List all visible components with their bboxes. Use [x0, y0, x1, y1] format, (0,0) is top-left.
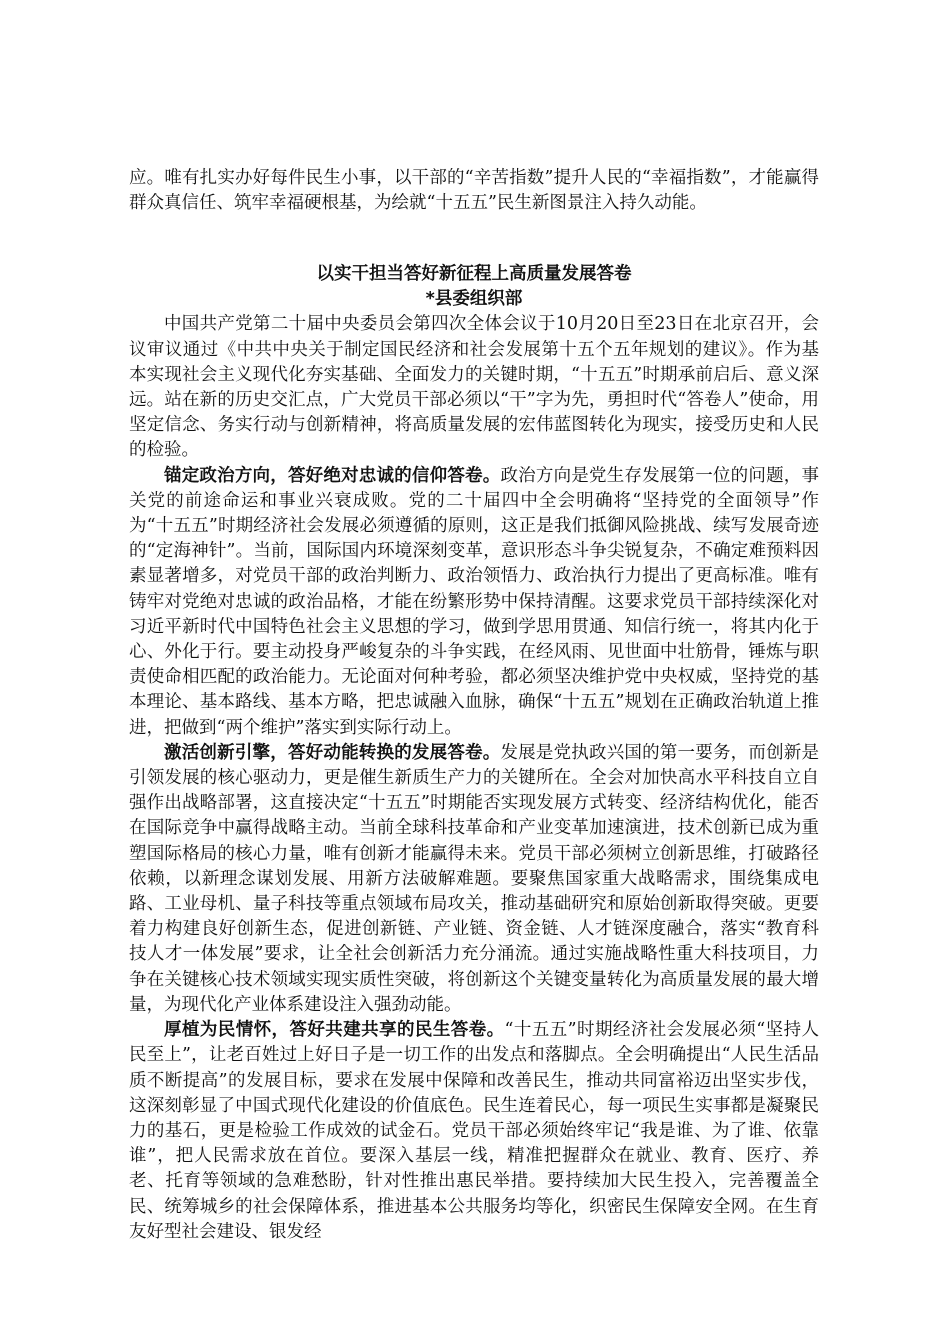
- section-heading-innovation: 激活创新引擎，答好动能转换的发展答卷。: [164, 742, 501, 763]
- section-paragraph-political: [129, 464, 819, 741]
- section-paragraph-innovation: [129, 741, 819, 1018]
- opening-paragraph: 中国共产党第二十届中央委员会第四次全体会议于10月20日至23日在北京召开，会议审议通过《中共中央关于制定国民经济和社会发展第十五个五年规划的建议》。作为基本实现社会主义现代化夯实基础、全面发力的关键时期，“十五五”时期承前启后、意义深远。站在新的历史交汇点，广大党员干部必须以“干”字为先，勇担时代“答卷人”使命，用坚定信念、务实行动与创新精神，将高质量发展的宏伟蓝图转化为现实，接受历史和人民的检验。: [129, 314, 819, 461]
- section-heading-political: 锚定政治方向，答好绝对忠诚的信仰答卷。: [164, 465, 501, 486]
- section-body-livelihood: “十五五”时期经济社会发展必须“坚持人民至上”，让老百姓过上好日子是一切工作的出发点和落脚点。全会明确提出“人民生活品质不断提高”的发展目标，要求在发展中保障和改善民生，推动共同富裕迈出坚实步伐，这深刻彰显了中国式现代化建设的价值底色。民生连着民心，每一项民生实事都是凝聚民力的基石，更是检验工作成效的试金石。党员干部必须始终牢记“我是谁、为了谁、依靠谁”，把人民需求放在首位。要深入基层一线，精准把握群众在就业、教育、医疗、养老、托育等领域的急难愁盼，针对性推出惠民举措。要持续加大民生投入，完善覆盖全民、统筹城乡的社会保障体系，推进基本公共服务均等化，织密民生保障安全网。在生育友好型社会建设、银发经: [129, 1020, 820, 1242]
- article-author: *县委组织部: [425, 289, 523, 310]
- document-page: [129, 166, 819, 1245]
- section-paragraph-livelihood: [129, 1018, 819, 1245]
- section-heading-livelihood: 厚植为民情怀，答好共建共享的民生答卷。: [164, 1020, 505, 1041]
- section-body-political: 政治方向是党生存发展第一位的问题，事关党的前途命运和事业兴衰成败。党的二十届四中全会明确将“坚持党的全面领导”作为“十五五”时期经济社会发展必须遵循的原则，这正是我们抵御风险挑战、续写发展奇迹的“定海神针”。当前，国际国内环境深刻变革，意识形态斗争尖锐复杂，不确定难预料因素显著增多，对党员干部的政治判断力、政治领悟力、政治执行力提出了更高标准。唯有铸牢对党绝对忠诚的政治品格，才能在纷繁形势中保持清醒。这要求党员干部持续深化对习近平新时代中国特色社会主义思想的学习，做到学思用贯通、知信行统一，将其内化于心、外化于行。要主动投身严峻复杂的斗争实践，在经风雨、见世面中壮筋骨，锤炼与职责使命相匹配的政治能力。无论面对何种考验，都必须坚决维护党中央权威，坚持党的基本理论、基本路线、基本方略，把忠诚融入血脉，确保“十五五”规划在正确政治轨道上推进，把做到“两个维护”落实到实际行动上。: [129, 465, 820, 738]
- section-body-innovation: 发展是党执政兴国的第一要务，而创新是引领发展的核心驱动力，更是催生新质生产力的关键所在。全会对加快高水平科技自立自强作出战略部署，这直接决定“十五五”时期能否实现发展方式转变、经济结构优化，能否在国际竞争中赢得战略主动。当前全球科技革命和产业变革加速演进，技术创新已成为重塑国际格局的核心力量，唯有创新才能赢得未来。党员干部必须树立创新思维，打破路径依赖，以新理念谋划发展、用新方法破解难题。要聚焦国家重大战略需求，围绕集成电路、工业母机、量子科技等重点领域布局攻关，推动基础研究和原始创新取得突破。更要着力构建良好创新生态，促进创新链、产业链、资金链、人才链深度融合，落实“教育科技人才一体发展”要求，让全社会创新活力充分涌流。通过实施战略性重大科技项目，力争在关键核心技术领域实现实质性突破，将创新这个关键变量转化为高质量发展的最大增量，为现代化产业体系建设注入强劲动能。: [129, 742, 820, 1015]
- article-title: 以实干担当答好新征程上高质量发展答卷: [316, 264, 632, 285]
- intro-paragraph: 应。唯有扎实办好每件民生小事，以干部的“辛苦指数”提升人民的“幸福指数”，才能赢得群众真信任、筑牢幸福硬根基，为绘就“十五五”民生新图景注入持久动能。: [129, 168, 819, 214]
